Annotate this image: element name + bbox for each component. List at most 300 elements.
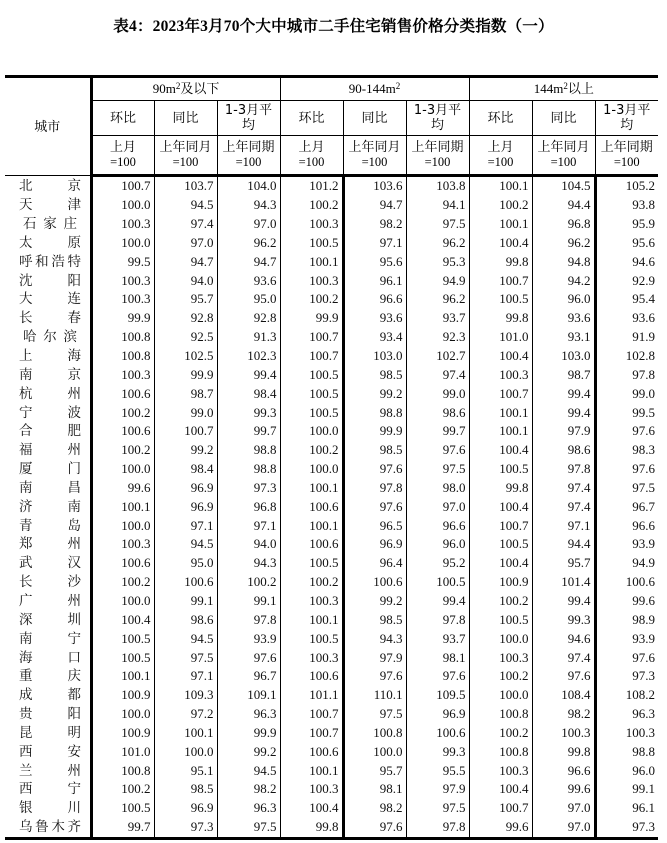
index-value-cell: 96.9	[154, 479, 217, 498]
base-period-value: =100	[487, 155, 514, 169]
index-value-cell: 99.2	[217, 742, 280, 761]
city-name-cell	[5, 479, 91, 498]
index-value-cell: 100.3	[91, 535, 154, 554]
index-value-cell: 98.8	[217, 460, 280, 479]
index-value-cell: 98.6	[406, 403, 469, 422]
index-value-cell: 92.9	[595, 271, 658, 290]
subcol-header: 环比	[280, 101, 343, 136]
index-value-cell: 92.5	[154, 328, 217, 347]
table-row	[5, 347, 658, 366]
index-value-cell: 100.7	[469, 516, 532, 535]
index-value-cell: 94.0	[154, 271, 217, 290]
index-value-cell: 96.4	[343, 554, 406, 573]
city-name: 大 连	[19, 291, 81, 308]
index-value-cell: 98.9	[595, 610, 658, 629]
index-value-cell: 94.7	[217, 252, 280, 271]
index-value-cell: 100.2	[469, 196, 532, 215]
index-value-cell: 92.8	[154, 309, 217, 328]
group-header-90-and-below: $90m^2$及以下	[91, 77, 280, 101]
index-value-cell: 97.6	[217, 648, 280, 667]
base-period-header	[595, 136, 658, 176]
city-name: 广 州	[19, 592, 81, 609]
index-value-cell: 93.6	[595, 309, 658, 328]
index-value-cell: 101.0	[469, 328, 532, 347]
base-period-header	[406, 136, 469, 176]
index-value-cell: 96.6	[406, 516, 469, 535]
city-name: 西 安	[19, 743, 81, 760]
city-name-cell	[5, 384, 91, 403]
index-value-cell: 98.3	[595, 441, 658, 460]
index-value-cell: 100.5	[280, 403, 343, 422]
index-value-cell: 93.6	[532, 309, 595, 328]
table-row	[5, 328, 658, 347]
index-value-cell: 99.9	[280, 309, 343, 328]
index-value-cell: 95.2	[406, 554, 469, 573]
index-value-cell: 97.8	[406, 610, 469, 629]
city-name-cell	[5, 610, 91, 629]
index-value-cell: 95.4	[595, 290, 658, 309]
index-value-cell: 95.0	[217, 290, 280, 309]
city-name-cell	[5, 535, 91, 554]
index-value-cell: 96.6	[343, 290, 406, 309]
index-value-cell: 99.9	[343, 422, 406, 441]
table-row	[5, 479, 658, 498]
index-value-cell: 100.5	[280, 629, 343, 648]
index-value-cell: 96.2	[406, 290, 469, 309]
index-value-cell: 97.8	[532, 460, 595, 479]
index-value-cell: 97.6	[343, 497, 406, 516]
subcol-header-line2: 均	[242, 118, 256, 133]
index-value-cell: 109.3	[154, 686, 217, 705]
city-name: 南 京	[19, 366, 81, 383]
base-period-label: 上年同月	[348, 140, 401, 155]
index-value-cell: 93.7	[406, 629, 469, 648]
index-value-cell: 100.2	[91, 441, 154, 460]
index-value-cell: 99.2	[343, 592, 406, 611]
city-name: 西 宁	[19, 781, 81, 798]
index-value-cell: 100.1	[280, 516, 343, 535]
city-name-cell	[5, 196, 91, 215]
index-value-cell: 96.7	[217, 667, 280, 686]
index-value-cell: 97.4	[532, 648, 595, 667]
index-value-cell: 97.5	[406, 215, 469, 234]
table-row	[5, 535, 658, 554]
index-value-cell: 99.0	[406, 384, 469, 403]
index-value-cell: 100.3	[280, 780, 343, 799]
index-value-cell: 97.3	[595, 667, 658, 686]
index-value-cell: 94.7	[343, 196, 406, 215]
base-period-value: =100	[110, 155, 136, 169]
index-value-cell: 97.5	[154, 648, 217, 667]
table-row	[5, 799, 658, 818]
index-value-cell: 100.2	[280, 573, 343, 592]
index-value-cell: 99.1	[154, 592, 217, 611]
index-value-cell: 96.8	[532, 215, 595, 234]
index-value-cell: 94.4	[532, 535, 595, 554]
index-value-cell: 97.4	[154, 215, 217, 234]
table-row	[5, 818, 658, 838]
price-index-table	[5, 75, 658, 840]
index-value-cell: 100.1	[280, 761, 343, 780]
index-value-cell: 100.3	[91, 215, 154, 234]
index-value-cell: 100.6	[280, 535, 343, 554]
index-value-cell: 100.3	[469, 761, 532, 780]
index-value-cell: 95.0	[154, 554, 217, 573]
index-value-cell: 100.0	[91, 234, 154, 253]
base-period-value: =100	[424, 155, 451, 169]
index-value-cell: 91.3	[217, 328, 280, 347]
index-value-cell: 96.1	[343, 271, 406, 290]
index-value-cell: 95.9	[595, 215, 658, 234]
index-value-cell: 99.6	[595, 592, 658, 611]
city-name: 杭 州	[19, 385, 81, 402]
index-value-cell: 100.2	[469, 667, 532, 686]
city-name: 贵 阳	[19, 706, 81, 723]
city-name-cell	[5, 516, 91, 535]
index-value-cell: 100.0	[91, 460, 154, 479]
index-value-cell: 100.5	[469, 535, 532, 554]
index-value-cell: 99.3	[532, 610, 595, 629]
index-value-cell: 97.6	[406, 667, 469, 686]
index-value-cell: 98.2	[532, 705, 595, 724]
index-value-cell: 101.4	[532, 573, 595, 592]
index-value-cell: 94.5	[154, 196, 217, 215]
index-value-cell: 97.4	[406, 365, 469, 384]
subcol-header: 同比	[154, 101, 217, 136]
index-value-cell: 100.8	[91, 328, 154, 347]
city-name-cell	[5, 742, 91, 761]
city-name: 济 南	[19, 498, 81, 515]
base-period-header	[91, 136, 154, 176]
index-value-cell: 100.3	[280, 648, 343, 667]
index-value-cell: 96.9	[406, 705, 469, 724]
index-value-cell: 100.6	[343, 573, 406, 592]
index-value-cell: 100.4	[469, 347, 532, 366]
index-value-cell: 99.5	[91, 252, 154, 271]
table-row	[5, 686, 658, 705]
table-row	[5, 176, 658, 196]
index-value-cell: 94.3	[343, 629, 406, 648]
index-value-cell: 96.1	[595, 799, 658, 818]
city-name: 上 海	[19, 348, 81, 365]
index-value-cell: 94.0	[217, 535, 280, 554]
index-value-cell: 100.2	[280, 196, 343, 215]
city-name: 合 肥	[19, 423, 81, 440]
index-value-cell: 98.5	[343, 441, 406, 460]
base-period-header	[154, 136, 217, 176]
index-value-cell: 99.7	[217, 422, 280, 441]
index-value-cell: 98.4	[154, 460, 217, 479]
index-value-cell: 94.9	[595, 554, 658, 573]
table-row	[5, 516, 658, 535]
index-value-cell: 97.8	[406, 818, 469, 838]
table-row	[5, 648, 658, 667]
table-row	[5, 252, 658, 271]
index-value-cell: 97.1	[154, 667, 217, 686]
index-value-cell: 100.7	[280, 328, 343, 347]
city-name-cell	[5, 271, 91, 290]
index-value-cell: 97.5	[406, 460, 469, 479]
index-value-cell: 100.1	[91, 667, 154, 686]
index-value-cell: 99.2	[343, 384, 406, 403]
index-value-cell: 94.6	[595, 252, 658, 271]
index-value-cell: 104.0	[217, 176, 280, 196]
city-name: 乌 鲁 木 齐	[19, 819, 81, 836]
table-row	[5, 705, 658, 724]
index-value-cell: 100.1	[154, 723, 217, 742]
index-value-cell: 96.2	[406, 234, 469, 253]
index-value-cell: 99.6	[469, 818, 532, 838]
table-title: 表4：2023年3月70个大中城市二手住宅销售价格分类指数（一）	[113, 18, 554, 35]
index-value-cell: 100.7	[91, 176, 154, 196]
index-value-cell: 97.6	[343, 818, 406, 838]
city-name-cell	[5, 422, 91, 441]
city-name-cell	[5, 252, 91, 271]
table-row	[5, 422, 658, 441]
subcol-header-line1: 1-3月平	[603, 103, 651, 118]
index-value-cell: 100.3	[280, 271, 343, 290]
index-value-cell: 98.5	[343, 610, 406, 629]
base-period-label: 上月	[487, 140, 514, 155]
index-value-cell: 100.7	[154, 422, 217, 441]
index-value-cell: 100.2	[469, 592, 532, 611]
index-value-cell: 96.3	[595, 705, 658, 724]
index-value-cell: 98.2	[217, 780, 280, 799]
index-value-cell: 93.7	[406, 309, 469, 328]
index-value-cell: 98.8	[217, 441, 280, 460]
index-value-cell: 99.3	[217, 403, 280, 422]
index-value-cell: 97.9	[532, 422, 595, 441]
base-period-header	[469, 136, 532, 176]
index-value-cell: 105.2	[595, 176, 658, 196]
index-value-cell: 99.8	[469, 309, 532, 328]
city-name-cell	[5, 648, 91, 667]
city-name-cell	[5, 592, 91, 611]
index-value-cell: 102.5	[154, 347, 217, 366]
index-value-cell: 92.3	[406, 328, 469, 347]
index-value-cell: 93.1	[532, 328, 595, 347]
index-value-cell: 94.7	[154, 252, 217, 271]
city-name: 北 京	[19, 177, 81, 194]
table-row	[5, 196, 658, 215]
index-value-cell: 99.9	[154, 365, 217, 384]
index-value-cell: 100.2	[280, 290, 343, 309]
index-value-cell: 100.3	[91, 290, 154, 309]
index-value-cell: 94.3	[217, 554, 280, 573]
table-row	[5, 761, 658, 780]
index-value-cell: 100.1	[469, 403, 532, 422]
index-value-cell: 110.1	[343, 686, 406, 705]
index-value-cell: 94.5	[217, 761, 280, 780]
index-value-cell: 98.4	[217, 384, 280, 403]
index-value-cell: 100.1	[280, 610, 343, 629]
table-row	[5, 403, 658, 422]
city-name: 武 汉	[19, 555, 81, 572]
index-value-cell: 99.6	[91, 479, 154, 498]
city-name-cell	[5, 365, 91, 384]
subcol-header-line1: 1-3月平	[413, 103, 462, 118]
index-value-cell: 97.6	[406, 441, 469, 460]
index-value-cell: 96.9	[343, 535, 406, 554]
subcol-header-line2: 均	[431, 118, 445, 133]
table-row	[5, 629, 658, 648]
group-header-144-above: $144m^2$以上	[469, 77, 658, 101]
index-value-cell: 97.3	[217, 479, 280, 498]
index-value-cell: 100.7	[280, 347, 343, 366]
index-value-cell: 100.8	[469, 742, 532, 761]
base-period-header	[532, 136, 595, 176]
index-value-cell: 100.0	[91, 705, 154, 724]
city-name-cell	[5, 573, 91, 592]
index-value-cell: 100.5	[469, 610, 532, 629]
city-name: 长 沙	[19, 574, 81, 591]
base-period-header	[343, 136, 406, 176]
base-period-label: 上年同期	[600, 140, 653, 155]
base-period-value: =100	[235, 155, 262, 169]
index-value-cell: 100.5	[91, 799, 154, 818]
city-name: 青 岛	[19, 517, 81, 534]
city-name: 银 川	[19, 800, 81, 817]
index-value-cell: 100.6	[91, 384, 154, 403]
table-row	[5, 384, 658, 403]
table-row	[5, 497, 658, 516]
index-value-cell: 109.5	[406, 686, 469, 705]
city-name-cell	[5, 176, 91, 196]
index-value-cell: 109.1	[217, 686, 280, 705]
index-value-cell: 100.2	[91, 573, 154, 592]
subcol-header	[595, 101, 658, 136]
index-value-cell: 93.6	[217, 271, 280, 290]
city-name: 沈 阳	[19, 272, 81, 289]
index-value-cell: 97.4	[532, 479, 595, 498]
index-value-cell: 100.6	[280, 742, 343, 761]
index-value-cell: 96.5	[343, 516, 406, 535]
index-value-cell: 93.8	[595, 196, 658, 215]
index-value-cell: 91.9	[595, 328, 658, 347]
index-value-cell: 100.5	[406, 573, 469, 592]
index-value-cell: 100.3	[532, 723, 595, 742]
index-value-cell: 97.6	[595, 422, 658, 441]
city-column-header: 城市	[5, 77, 91, 176]
city-name: 南 昌	[19, 479, 81, 496]
index-value-cell: 104.5	[532, 176, 595, 196]
city-name-cell	[5, 234, 91, 253]
city-name: 深 圳	[19, 611, 81, 628]
city-name: 厦 门	[19, 461, 81, 478]
index-value-cell: 97.6	[532, 667, 595, 686]
index-value-cell: 97.0	[532, 799, 595, 818]
base-period-value: =100	[172, 155, 199, 169]
index-value-cell: 97.5	[343, 705, 406, 724]
city-name-cell	[5, 705, 91, 724]
index-value-cell: 92.8	[217, 309, 280, 328]
index-value-cell: 100.3	[469, 365, 532, 384]
index-value-cell: 97.1	[532, 516, 595, 535]
index-value-cell: 100.4	[280, 799, 343, 818]
index-value-cell: 96.6	[532, 761, 595, 780]
table-row	[5, 271, 658, 290]
index-value-cell: 100.0	[91, 516, 154, 535]
subcol-header	[217, 101, 280, 136]
index-value-cell: 95.6	[343, 252, 406, 271]
index-value-cell: 100.5	[91, 629, 154, 648]
index-value-cell: 100.6	[154, 573, 217, 592]
index-value-cell: 96.9	[154, 497, 217, 516]
subcol-header	[406, 101, 469, 136]
index-value-cell: 99.4	[532, 403, 595, 422]
index-value-cell: 98.6	[532, 441, 595, 460]
table-row	[5, 365, 658, 384]
city-name: 郑 州	[19, 536, 81, 553]
index-value-cell: 98.1	[343, 780, 406, 799]
index-value-cell: 100.5	[91, 648, 154, 667]
index-value-cell: 97.0	[532, 818, 595, 838]
index-value-cell: 98.7	[532, 365, 595, 384]
index-value-cell: 100.5	[280, 365, 343, 384]
index-value-cell: 100.4	[469, 780, 532, 799]
index-value-cell: 97.1	[217, 516, 280, 535]
index-value-cell: 97.8	[217, 610, 280, 629]
index-value-cell: 100.1	[469, 215, 532, 234]
index-value-cell: 96.0	[406, 535, 469, 554]
index-value-cell: 101.1	[280, 686, 343, 705]
subcol-header-line1: 1-3月平	[224, 103, 273, 118]
city-name-cell	[5, 780, 91, 799]
index-value-cell: 94.8	[532, 252, 595, 271]
city-name-cell	[5, 667, 91, 686]
index-value-cell: 99.3	[406, 742, 469, 761]
city-name: 石 家 庄	[23, 216, 77, 233]
index-value-cell: 99.6	[532, 780, 595, 799]
index-value-cell: 100.7	[469, 799, 532, 818]
index-value-cell: 102.8	[595, 347, 658, 366]
index-value-cell: 100.5	[280, 384, 343, 403]
city-name-cell	[5, 497, 91, 516]
index-value-cell: 100.6	[91, 422, 154, 441]
index-value-cell: 99.9	[91, 309, 154, 328]
table-row	[5, 309, 658, 328]
index-value-cell: 93.4	[343, 328, 406, 347]
index-value-cell: 108.2	[595, 686, 658, 705]
index-value-cell: 103.7	[154, 176, 217, 196]
index-value-cell: 100.4	[91, 610, 154, 629]
index-value-cell: 97.4	[532, 497, 595, 516]
index-value-cell: 97.1	[154, 516, 217, 535]
city-name-cell	[5, 799, 91, 818]
index-value-cell: 100.4	[469, 497, 532, 516]
index-value-cell: 100.4	[469, 441, 532, 460]
index-value-cell: 100.2	[217, 573, 280, 592]
base-period-value: =100	[550, 155, 577, 169]
index-value-cell: 96.7	[595, 497, 658, 516]
city-name-cell	[5, 460, 91, 479]
city-name: 海 口	[19, 649, 81, 666]
table-row	[5, 742, 658, 761]
city-name: 呼 和 浩 特	[19, 253, 81, 270]
index-value-cell: 99.4	[406, 592, 469, 611]
index-value-cell: 100.2	[91, 780, 154, 799]
index-value-cell: 96.9	[154, 799, 217, 818]
city-name: 成 都	[19, 687, 81, 704]
index-value-cell: 100.6	[280, 667, 343, 686]
table-row	[5, 723, 658, 742]
index-value-cell: 100.1	[280, 252, 343, 271]
index-value-cell: 98.7	[154, 384, 217, 403]
index-value-cell: 100.3	[280, 215, 343, 234]
index-value-cell: 100.0	[91, 196, 154, 215]
index-value-cell: 100.3	[91, 271, 154, 290]
index-value-cell: 97.0	[406, 497, 469, 516]
